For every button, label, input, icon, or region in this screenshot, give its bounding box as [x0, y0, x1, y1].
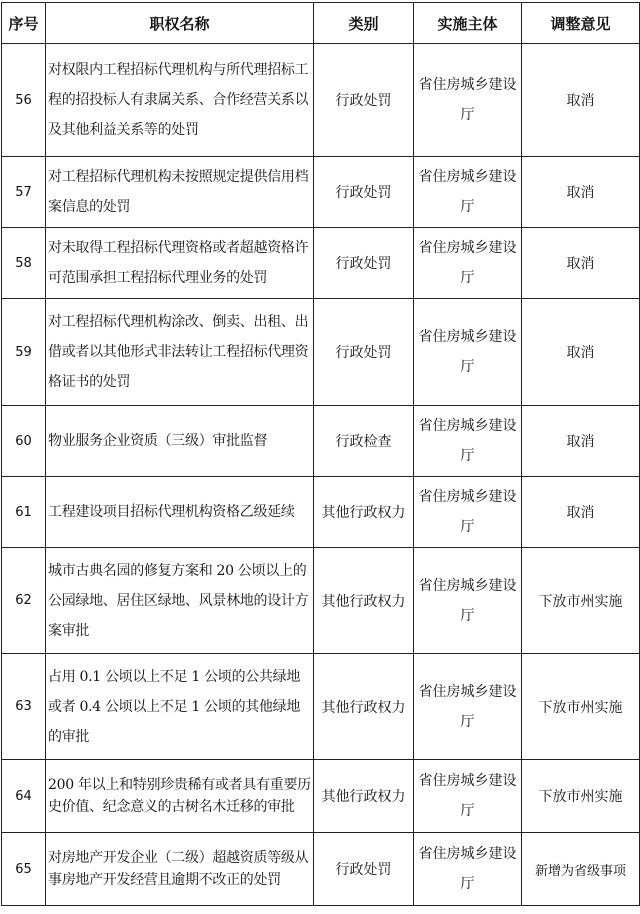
header-category: 类别 [314, 3, 414, 44]
row-name: 对工程招标代理机构涂改、倒卖、出租、出借或者以其他形式非法转让工程招标代理资格证书的处罚 [46, 299, 314, 406]
row-seq: 61 [2, 477, 46, 548]
table-row [2, 760, 640, 833]
row-category: 其他行政权力 [314, 654, 414, 760]
row-opinion: 取消 [522, 299, 640, 406]
row-subject: 省住房城乡建设厅 [414, 157, 522, 228]
table-row [2, 477, 640, 548]
table-header-row [2, 3, 640, 44]
row-subject: 省住房城乡建设厅 [414, 760, 522, 833]
row-subject: 省住房城乡建设厅 [414, 406, 522, 477]
row-name: 工程建设项目招标代理机构资格乙级延续 [46, 477, 314, 548]
row-seq: 63 [2, 654, 46, 760]
row-name: 对房地产开发企业（二级）超越资质等级从事房地产开发经营且逾期不改正的处罚 [46, 833, 314, 906]
row-opinion: 下放市州实施 [522, 548, 640, 654]
row-opinion: 取消 [522, 44, 640, 157]
row-opinion: 下放市州实施 [522, 760, 640, 833]
row-opinion: 取消 [522, 228, 640, 299]
row-name: 对未取得工程招标代理资格或者超越资格许可范围承担工程招标代理业务的处罚 [46, 228, 314, 299]
row-seq: 62 [2, 548, 46, 654]
row-name: 对权限内工程招标代理机构与所代理招标工程的招投标人有隶属关系、合作经营关系以及其他利益关系等的处罚 [46, 44, 314, 157]
header-subject: 实施主体 [414, 3, 522, 44]
table-row [2, 299, 640, 406]
row-subject: 省住房城乡建设厅 [414, 299, 522, 406]
row-seq: 57 [2, 157, 46, 228]
row-seq: 56 [2, 44, 46, 157]
row-subject: 省住房城乡建设厅 [414, 833, 522, 906]
row-name: 城市古典名园的修复方案和 20 公顷以上的公园绿地、居住区绿地、风景林地的设计方案审批 [46, 548, 314, 654]
row-subject: 省住房城乡建设厅 [414, 548, 522, 654]
row-opinion: 取消 [522, 477, 640, 548]
row-name: 物业服务企业资质（三级）审批监督 [46, 406, 314, 477]
row-subject: 省住房城乡建设厅 [414, 228, 522, 299]
row-category: 行政处罚 [314, 44, 414, 157]
header-name: 职权名称 [46, 3, 314, 44]
header-opinion: 调整意见 [522, 3, 640, 44]
table-row [2, 833, 640, 906]
table-row [2, 157, 640, 228]
row-seq: 60 [2, 406, 46, 477]
table-row [2, 406, 640, 477]
row-seq: 58 [2, 228, 46, 299]
row-category: 行政处罚 [314, 833, 414, 906]
row-name: 对工程招标代理机构未按照规定提供信用档案信息的处罚 [46, 157, 314, 228]
row-category: 行政处罚 [314, 157, 414, 228]
row-category: 行政处罚 [314, 228, 414, 299]
row-category: 其他行政权力 [314, 477, 414, 548]
row-seq: 64 [2, 760, 46, 833]
row-category: 其他行政权力 [314, 548, 414, 654]
table-row [2, 654, 640, 760]
row-seq: 65 [2, 833, 46, 906]
row-name: 占用 0.1 公顷以上不足 1 公顷的公共绿地或者 0.4 公顷以上不足 1 公顷的其他绿地的审批 [46, 654, 314, 760]
row-subject: 省住房城乡建设厅 [414, 477, 522, 548]
row-opinion: 取消 [522, 406, 640, 477]
table-row [2, 228, 640, 299]
table-row [2, 44, 640, 157]
row-subject: 省住房城乡建设厅 [414, 44, 522, 157]
header-seq: 序号 [2, 3, 46, 44]
row-category: 其他行政权力 [314, 760, 414, 833]
row-seq: 59 [2, 299, 46, 406]
row-category: 行政处罚 [314, 299, 414, 406]
power-adjustment-table [1, 2, 640, 906]
row-subject: 省住房城乡建设厅 [414, 654, 522, 760]
row-opinion: 下放市州实施 [522, 654, 640, 760]
table-row [2, 548, 640, 654]
row-opinion: 取消 [522, 157, 640, 228]
row-opinion: 新增为省级事项 [522, 833, 640, 906]
row-category: 行政检查 [314, 406, 414, 477]
row-name: 200 年以上和特别珍贵稀有或者具有重要历史价值、纪念意义的古树名木迁移的审批 [46, 760, 314, 833]
